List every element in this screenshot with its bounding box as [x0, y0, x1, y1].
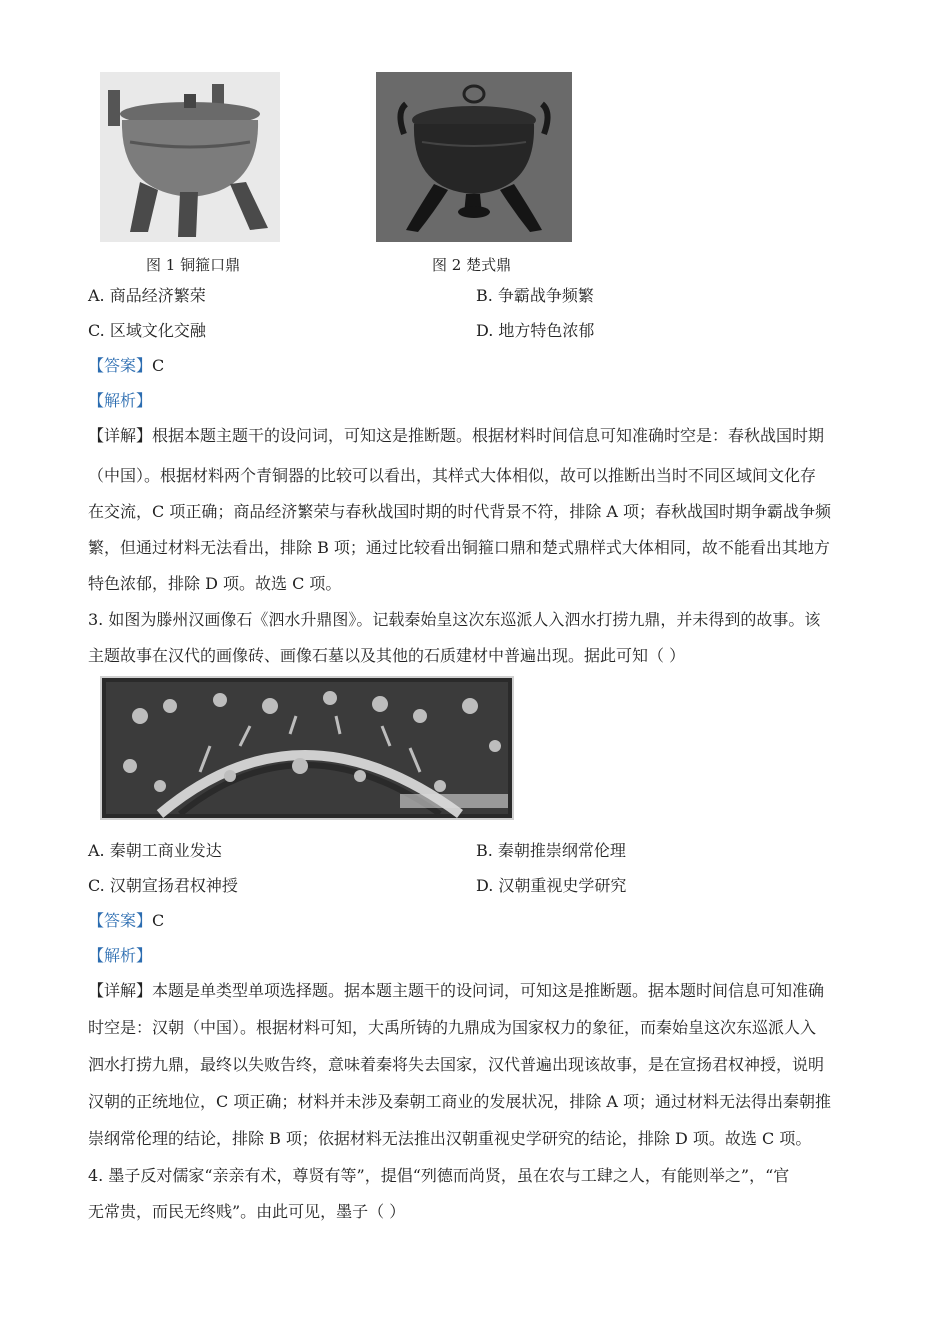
figure-stone-relief — [100, 676, 514, 820]
q3-detail-line-3: 泗水打捞九鼎，最终以失败告终，意味着秦将失去国家，汉代普遍出现该故事，是在宣扬君权神授，说明 — [88, 1055, 825, 1074]
q4-stem-line-1: 4. 墨子反对儒家“亲亲有术，尊贤有等”，提倡“列德而尚贤，虽在农与工肆之人，有能则举之”，“官 — [88, 1166, 790, 1185]
q2-option-a: A. 商品经济繁荣 — [88, 286, 206, 305]
q2-detail-line-2: （中国）。根据材料两个青铜器的比较可以看出，其样式大体相似，故可以推断出当时不同区域间文化存 — [88, 466, 817, 485]
q2-analysis-label: 【解析】 — [88, 391, 153, 410]
q3-option-d: D. 汉朝重视史学研究 — [476, 876, 627, 895]
q3-detail-line-5: 崇纲常伦理的结论，排除 B 项；依据材料无法推出汉朝重视史学研究的结论，排除 D 项。故选 C 项。 — [88, 1129, 812, 1148]
q2-option-c: C. 区域文化交融 — [88, 321, 206, 340]
figure-1-bronze-ding — [100, 72, 280, 242]
figure-1-caption: 图 1 铜箍口鼎 — [146, 256, 241, 274]
q3-option-b: B. 秦朝推崇纲常伦理 — [476, 841, 626, 860]
q3-option-a: A. 秦朝工商业发达 — [88, 841, 222, 860]
stone-relief-image — [100, 676, 514, 820]
figure-2-chu-ding — [376, 72, 572, 242]
q3-analysis-label: 【解析】 — [88, 946, 153, 965]
bronze-ding-image-2 — [376, 72, 572, 242]
answer-value: C — [152, 356, 165, 375]
answer-label: 【答案】 — [88, 911, 153, 930]
answer-label: 【答案】 — [88, 356, 153, 375]
detail-text: 根据本题主题干的设问词，可知这是推断题。根据材料时间信息可知准确时空是：春秋战国时期 — [152, 426, 825, 445]
q2-detail-line-3: 在交流，C 项正确；商品经济繁荣与春秋战国时期的时代背景不符，排除 A 项；春秋战国时期争霸战争频 — [88, 502, 832, 521]
detail-label: 【详解】 — [88, 426, 153, 445]
q3-detail-line-2: 时空是：汉朝（中国）。根据材料可知，大禹所铸的九鼎成为国家权力的象征，而秦始皇这次东巡派人入 — [88, 1018, 817, 1037]
detail-label: 【详解】 — [88, 981, 153, 1000]
q3-detail-line-4: 汉朝的正统地位，C 项正确；材料并未涉及秦朝工商业的发展状况，排除 A 项；通过材料无法得出秦朝推 — [88, 1092, 832, 1111]
q2-detail-line-1 — [88, 426, 824, 446]
figure-2-caption: 图 2 楚式鼎 — [432, 256, 512, 274]
q3-option-c: C. 汉朝宣扬君权神授 — [88, 876, 238, 895]
q2-answer — [88, 356, 164, 376]
q3-detail-line-1 — [88, 981, 824, 1001]
q2-option-b: B. 争霸战争频繁 — [476, 286, 594, 305]
q3-stem-line-2: 主题故事在汉代的画像砖、画像石墓以及其他的石质建材中普遍出现。据此可知（ ） — [88, 646, 686, 665]
answer-value: C — [152, 911, 165, 930]
q2-detail-line-4: 繁，但通过材料无法看出，排除 B 项；通过比较看出铜箍口鼎和楚式鼎样式大体相同，故不能看出其地方 — [88, 538, 830, 557]
q3-answer — [88, 911, 164, 931]
q4-stem-line-2: 无常贵，而民无终贱”。由此可见，墨子（ ） — [88, 1202, 406, 1221]
q2-detail-line-5: 特色浓郁，排除 D 项。故选 C 项。 — [88, 574, 342, 593]
detail-text: 本题是单类型单项选择题。据本题主题干的设问词，可知这是推断题。据本题时间信息可知准确 — [152, 981, 825, 1000]
bronze-ding-image-1 — [100, 72, 280, 242]
q3-stem-line-1: 3. 如图为滕州汉画像石《泗水升鼎图》。记载秦始皇这次东巡派人入泗水打捞九鼎，并未得到的故事。该 — [88, 610, 821, 629]
q2-option-d: D. 地方特色浓郁 — [476, 321, 595, 340]
